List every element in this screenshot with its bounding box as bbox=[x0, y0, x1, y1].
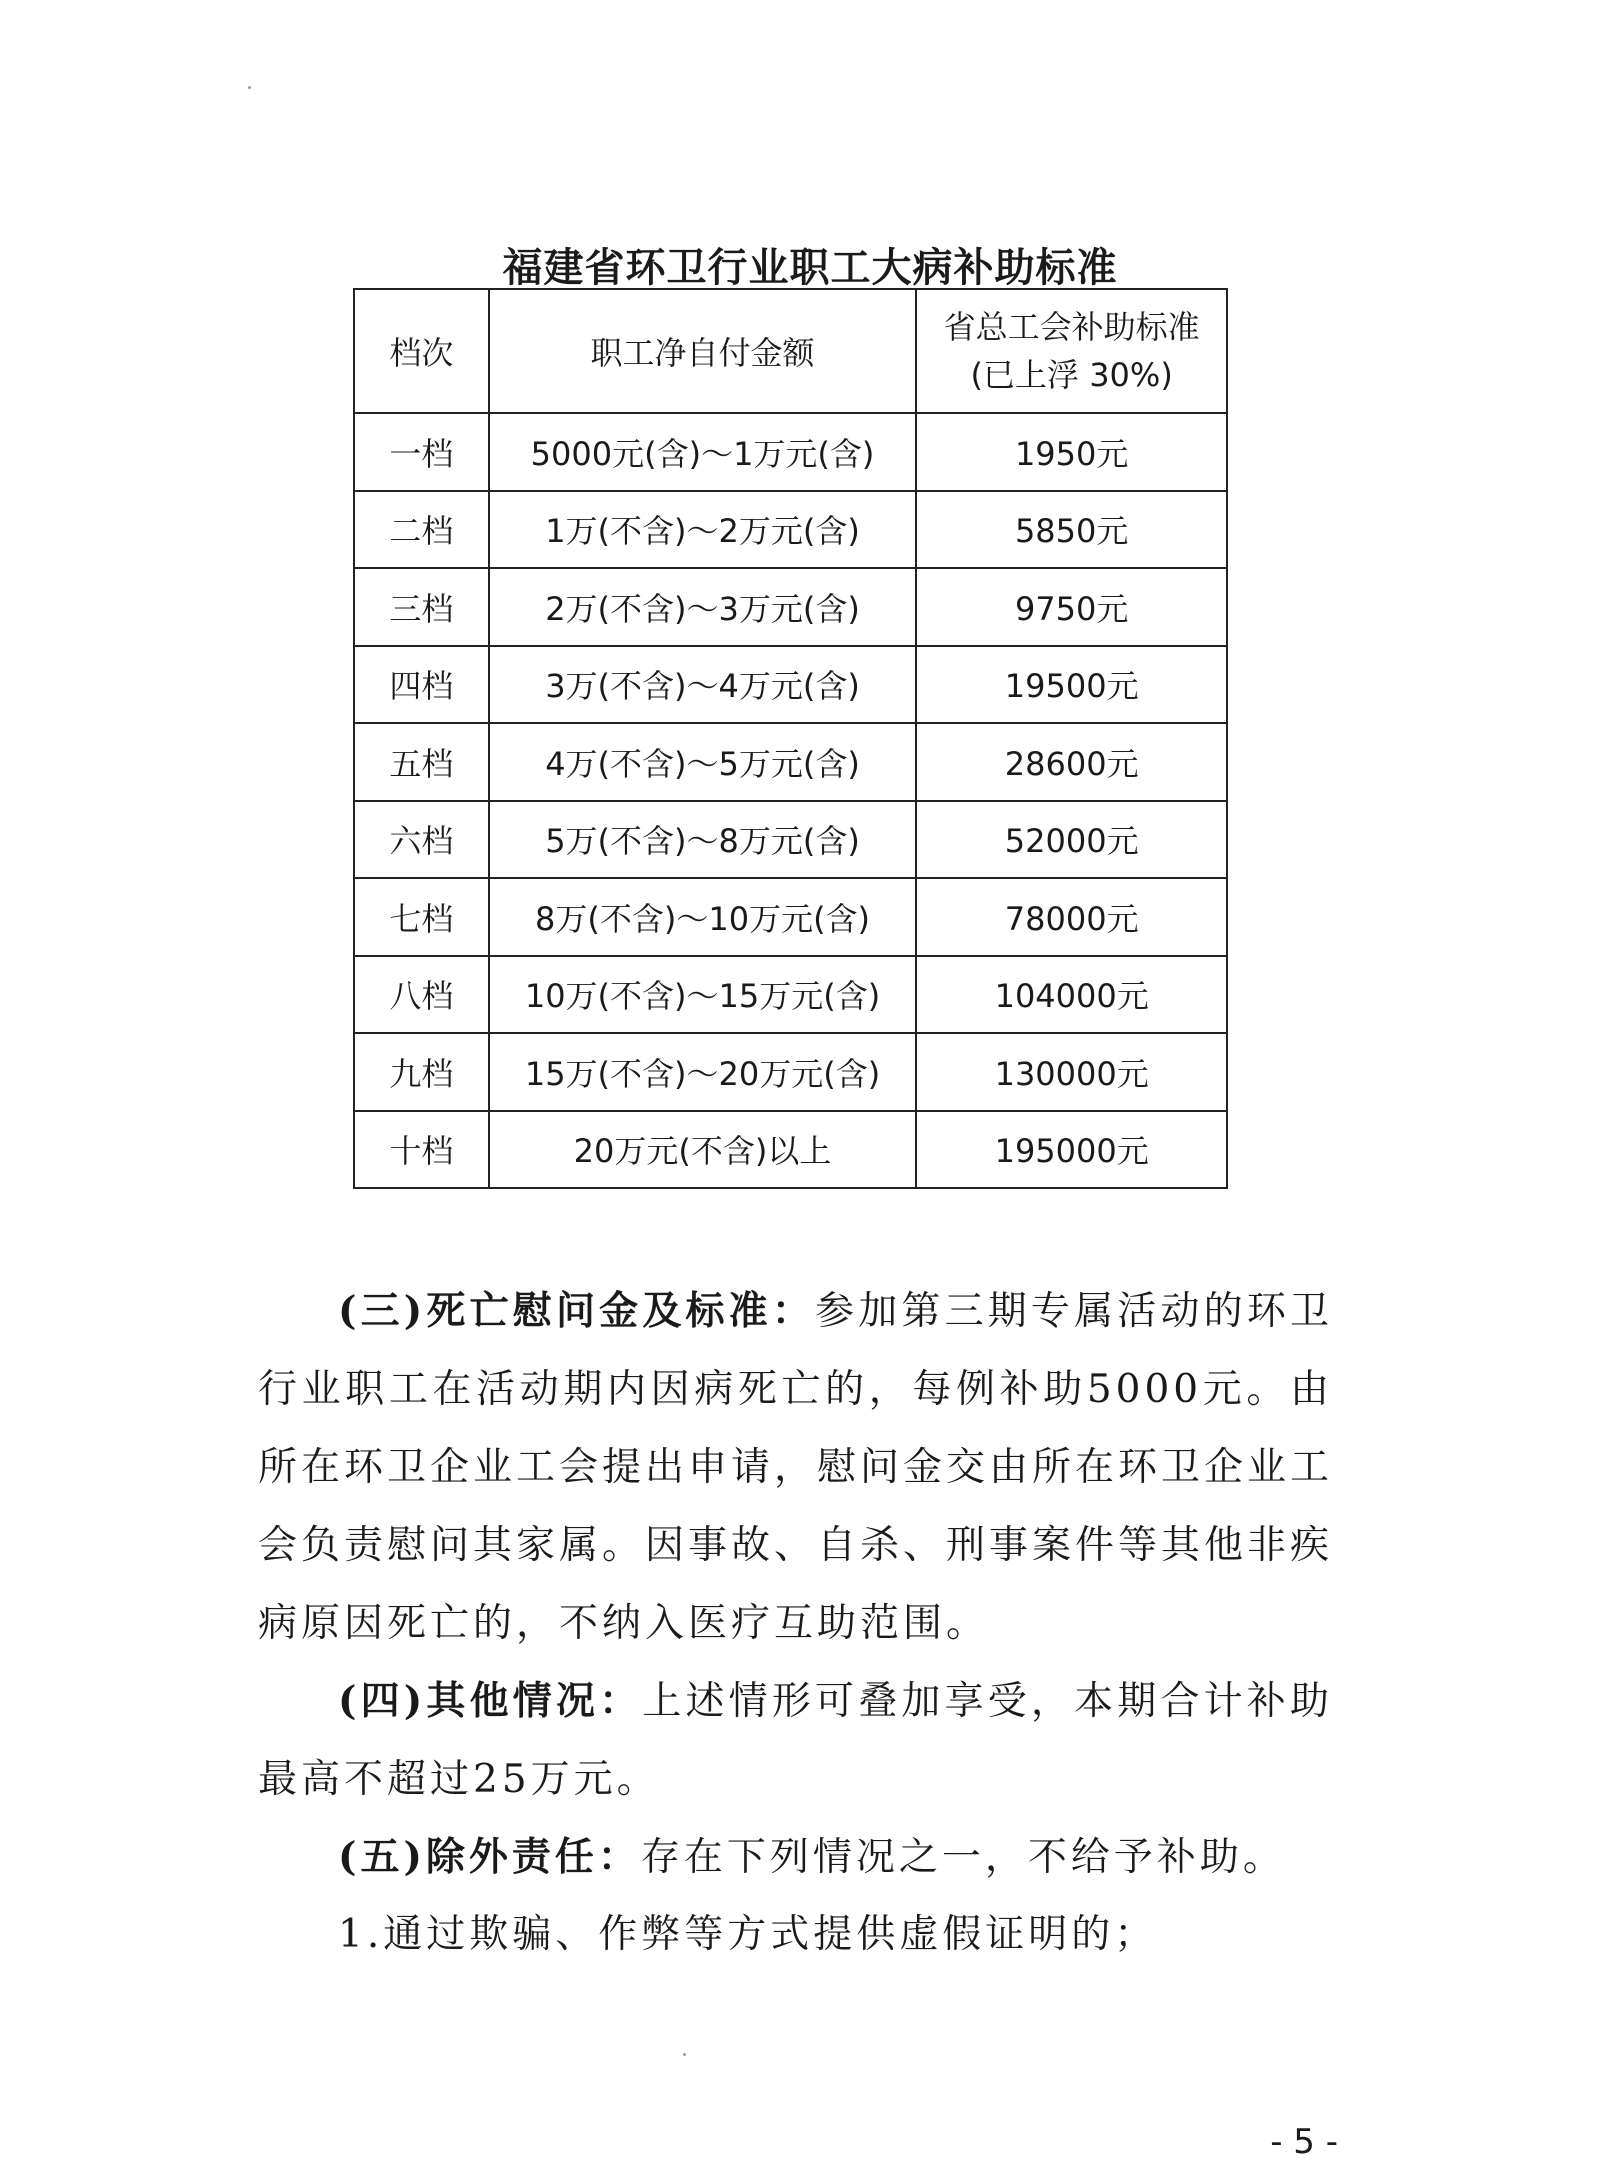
cell-subsidy: 19500元 bbox=[916, 646, 1227, 724]
table-row bbox=[354, 801, 1227, 879]
table-row bbox=[354, 491, 1227, 569]
paragraph-other-situations bbox=[258, 1662, 1333, 1819]
cell-subsidy: 52000元 bbox=[916, 801, 1227, 879]
cell-subsidy: 5850元 bbox=[916, 491, 1227, 569]
table-title: 福建省环卫行业职工大病补助标准 bbox=[502, 245, 1118, 291]
paragraph-body: 存在下列情况之一，不给予补助。 bbox=[640, 1835, 1286, 1880]
paragraph-death-benefit bbox=[258, 1272, 1333, 1663]
table-row bbox=[354, 878, 1227, 956]
paragraph-body: 上述情形可叠加享受，本期合计补助最高不超过25万元。 bbox=[258, 1679, 1333, 1802]
paragraph-heading: (五)除外责任： bbox=[338, 1834, 641, 1880]
subsidy-standard-table bbox=[353, 288, 1228, 1189]
cell-grade: 三档 bbox=[354, 568, 489, 646]
header-amount: 职工净自付金额 bbox=[489, 289, 917, 413]
cell-grade: 八档 bbox=[354, 956, 489, 1034]
table-row bbox=[354, 568, 1227, 646]
page-number: - 5 - bbox=[1270, 2122, 1338, 2162]
table-header-row bbox=[354, 289, 1227, 413]
cell-subsidy: 104000元 bbox=[916, 956, 1227, 1034]
paragraph-heading: (三)死亡慰问金及标准： bbox=[338, 1288, 816, 1334]
cell-amount: 1万(不含)～2万元(含) bbox=[489, 491, 917, 569]
cell-grade: 十档 bbox=[354, 1111, 489, 1189]
table-row bbox=[354, 723, 1227, 801]
header-grade: 档次 bbox=[354, 289, 489, 413]
cell-grade: 五档 bbox=[354, 723, 489, 801]
cell-subsidy: 195000元 bbox=[916, 1111, 1227, 1189]
cell-amount: 2万(不含)～3万元(含) bbox=[489, 568, 917, 646]
paragraph-body: 参加第三期专属活动的环卫行业职工在活动期内因病死亡的，每例补助5000元。由所在环卫企业工会提出申请，慰问金交由所在环卫企业工会负责慰问其家属。因事故、自杀、刑事案件等其他非疾病原因死亡的，不纳入医疗互助范围。 bbox=[258, 1289, 1334, 1646]
table-row bbox=[354, 413, 1227, 491]
cell-amount: 20万元(不含)以上 bbox=[489, 1111, 917, 1189]
cell-grade: 四档 bbox=[354, 646, 489, 724]
cell-subsidy: 130000元 bbox=[916, 1033, 1227, 1111]
cell-amount: 3万(不含)～4万元(含) bbox=[489, 646, 917, 724]
cell-grade: 二档 bbox=[354, 491, 489, 569]
table-row bbox=[354, 956, 1227, 1034]
paragraph-heading: (四)其他情况： bbox=[338, 1678, 643, 1724]
header-subsidy-line1: 省总工会补助标准 bbox=[943, 308, 1200, 346]
header-subsidy bbox=[916, 289, 1227, 413]
cell-amount: 5万(不含)～8万元(含) bbox=[489, 801, 917, 879]
paragraph-exclusions bbox=[258, 1818, 1333, 1897]
cell-subsidy: 9750元 bbox=[916, 568, 1227, 646]
cell-amount: 10万(不含)～15万元(含) bbox=[489, 956, 917, 1034]
header-subsidy-line2: (已上浮 30%) bbox=[970, 356, 1173, 394]
cell-grade: 九档 bbox=[354, 1033, 489, 1111]
cell-subsidy: 1950元 bbox=[916, 413, 1227, 491]
table-row bbox=[354, 1111, 1227, 1189]
table-row bbox=[354, 1033, 1227, 1111]
table-row bbox=[354, 646, 1227, 724]
cell-amount: 4万(不含)～5万元(含) bbox=[489, 723, 917, 801]
cell-grade: 一档 bbox=[354, 413, 489, 491]
cell-amount: 8万(不含)～10万元(含) bbox=[489, 878, 917, 956]
cell-subsidy: 78000元 bbox=[916, 878, 1227, 956]
scan-speck bbox=[248, 86, 251, 89]
cell-subsidy: 28600元 bbox=[916, 723, 1227, 801]
cell-grade: 七档 bbox=[354, 878, 489, 956]
list-item-exclusion-1: 1.通过欺骗、作弊等方式提供虚假证明的； bbox=[338, 1912, 1158, 1957]
cell-grade: 六档 bbox=[354, 801, 489, 879]
scan-speck bbox=[683, 2053, 686, 2056]
cell-amount: 15万(不含)～20万元(含) bbox=[489, 1033, 917, 1111]
cell-amount: 5000元(含)～1万元(含) bbox=[489, 413, 917, 491]
